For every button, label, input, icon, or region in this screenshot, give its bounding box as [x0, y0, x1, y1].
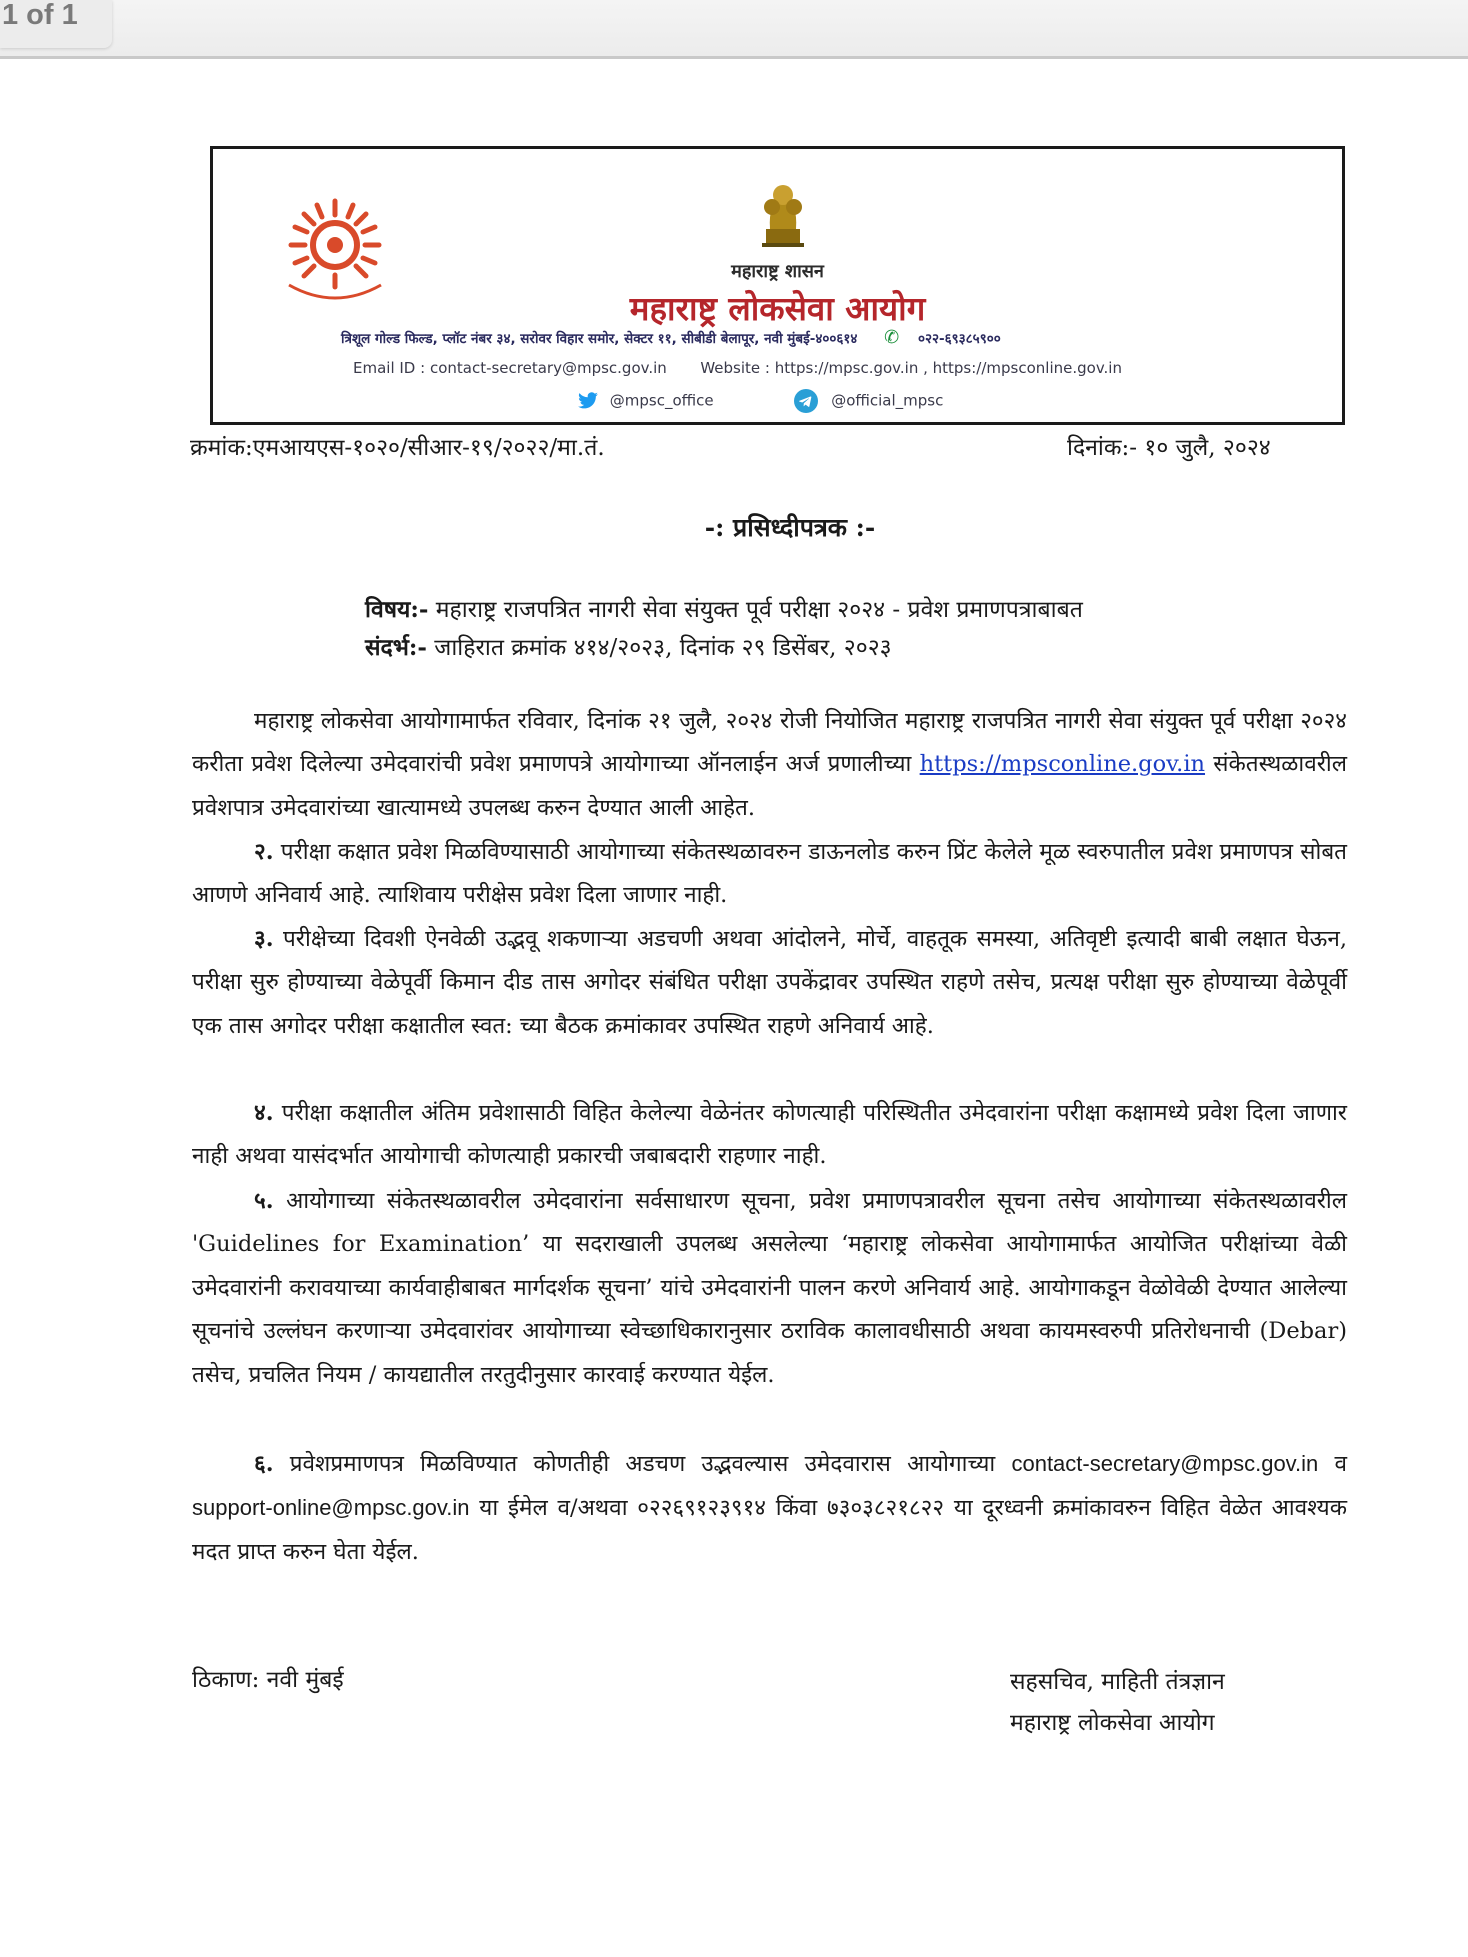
reference-date: दिनांक:- १० जुलै, २०२४: [1067, 435, 1271, 461]
ashoka-emblem-icon: [748, 173, 818, 261]
paragraph-4: [192, 1092, 1347, 1179]
social-line: [577, 389, 1177, 413]
paragraph-2-number: २.: [254, 839, 274, 865]
paragraph-6-number: ६.: [254, 1451, 274, 1477]
subject-text: महाराष्ट्र राजपत्रित नागरी सेवा संयुक्त पूर्व परीक्षा २०२४ - प्रवेश प्रमाणपत्राबाबत: [428, 597, 1083, 623]
office-phone: ०२२-६९३८५९००: [917, 331, 1001, 347]
paragraph-1-text: महाराष्ट्र लोकसेवा आयोगामार्फत रविवार, दिनांक २१ जुलै, २०२४ रोजी नियोजित महाराष्ट्र राजपत्रित नागरी सेवा संयुक्त पूर्व परीक्षा २०२४ करीता प्रवेश दिलेल्या उमेदवारांची प्रवेश प्रमाणपत्रे आयोगाच्या ऑनलाईन अर्ज प्रणालीच्या: [192, 708, 1347, 778]
paragraph-2: [192, 831, 1347, 918]
website-label[interactable]: Website : https://mpsc.gov.in , https://mpsconline.gov.in: [700, 359, 1122, 377]
contact-line: [353, 359, 1253, 377]
paragraph-4-number: ४.: [254, 1100, 274, 1126]
paragraph-5: [192, 1180, 1347, 1397]
twitter-icon: [577, 392, 599, 410]
email-label[interactable]: Email ID : contact-secretary@mpsc.gov.in: [353, 359, 667, 377]
reference-label: संदर्भ:-: [365, 634, 427, 661]
telegram-handle[interactable]: @official_mpsc: [831, 391, 944, 410]
signatory-org: महाराष्ट्र लोकसेवा आयोग: [1010, 1710, 1215, 1736]
signature-block: [1010, 1662, 1225, 1744]
paragraph-6-conjunction: व: [1318, 1451, 1347, 1477]
paragraph-1: [192, 700, 1347, 830]
viewer-toolbar: [0, 0, 1468, 59]
office-address: त्रिशूल गोल्ड फिल्ड, प्लॉट नंबर ३४, सरोवर विहार समोर, सेक्टर ११, सीबीडी बेलापूर, नवी मुंबई-४००६१४: [341, 331, 858, 347]
paragraph-3-text: परीक्षेच्या दिवशी ऐनवेळी उद्भवू शकणाऱ्या अडचणी अथवा आंदोलने, मोर्चे, वाहतूक समस्या, अतिवृष्टी इत्यादी बाबी लक्षात घेऊन, परीक्षा सुरु होण्याच्या वेळेपूर्वी किमान दीड तास अगोदर संबंधित परीक्षा उपकेंद्रावर उपस्थित राहणे तसेच, प्रत्यक्ष परीक्षा सुरु होण्याच्या वेळेपूर्वी एक तास अगोदर परीक्षा कक्षातील स्वत: च्या बैठक क्रमांकावर उपस्थित राहणे अनिवार्य आहे.: [192, 926, 1347, 1039]
paragraph-6-text-end: या ईमेल व/अथवा ०२२६९१२३९१४ किंवा ७३०३८२१८२२ या दूरध्वनी क्रमांकावरुन विहित वेळेत आवश्यक मदत प्राप्त करुन घेता येईल.: [192, 1495, 1347, 1565]
paragraph-2-text: परीक्षा कक्षात प्रवेश मिळविण्यासाठी आयोगाच्या संकेतस्थळावरुन डाऊनलोड करुन प्रिंट केलेले मूळ स्वरुपातील प्रवेश प्रमाणपत्र सोबत आणणे अनिवार्य आहे. त्याशिवाय परीक्षेस प्रवेश दिला जाणार नाही.: [192, 839, 1347, 909]
twitter-handle[interactable]: @mpsc_office: [609, 391, 714, 410]
government-label: महाराष्ट्र शासन: [731, 261, 824, 282]
paragraph-5-number: ५.: [254, 1188, 274, 1214]
paragraph-6-text: प्रवेशप्रमाणपत्र मिळविण्यात कोणतीही अडचण उद्भवल्यास उमेदवारास आयोगाच्या: [273, 1451, 1012, 1477]
reference-number: क्रमांक:एमआयएस-१०२०/सीआर-१९/२०२२/मा.तं.: [190, 435, 605, 461]
subject-label: विषय:-: [365, 596, 429, 623]
letterhead: [210, 146, 1345, 425]
place: ठिकाण: नवी मुंबई: [192, 1667, 344, 1693]
paragraph-1-text-end: संकेतस्थळावरील प्रवेशपात्र उमेदवारांच्या खात्यामध्ये उपलब्ध करुन देण्यात आली आहेत.: [192, 751, 1347, 821]
address-line: [341, 327, 1321, 348]
support-email[interactable]: support-online@mpsc.gov.in: [192, 1495, 470, 1521]
page-counter: 1 of 1: [0, 0, 112, 48]
reference-line: [365, 630, 892, 662]
paragraph-6: [192, 1442, 1347, 1574]
paragraph-3-number: ३.: [254, 926, 274, 952]
contact-email[interactable]: contact-secretary@mpsc.gov.in: [1011, 1451, 1319, 1476]
paragraph-4-text: परीक्षा कक्षातील अंतिम प्रवेशासाठी विहित केलेल्या वेळेनंतर कोणत्याही परिस्थितीत उमेदवारांना परीक्षा कक्षामध्ये प्रवेश दिला जाणार नाही अथवा यासंदर्भात आयोगाची कोणत्याही प्रकारची जबाबदारी राहणार नाही.: [192, 1100, 1347, 1170]
paragraph-5-text: आयोगाच्या संकेतस्थळावरील उमेदवारांना सर्वसाधारण सूचना, प्रवेश प्रमाणपत्रावरील सूचना तसेच आयोगाच्या संकेतस्थळावरील 'Guidelines for Examination’ या सदराखाली उपलब्ध असलेल्या ‘महाराष्ट्र लोकसेवा आयोगामार्फत आयोजित परीक्षांच्या वेळी उमेदवारांनी करावयाच्या कार्यवाहीबाबत मार्गदर्शक सूचना’ यांचे उमेदवारांनी पालन करणे अनिवार्य आहे. आयोगाकडून वेळोवेळी देण्यात आलेल्या सूचनांचे उल्लंघन करणाऱ्या उमेदवारांवर आयोगाच्या स्वेच्छाधिकारानुसार ठराविक कालावधीसाठी अथवा कायमस्वरुपी प्रतिरोधनाची (Debar) तसेच, प्रचलित नियम / कायद्यातील तरतुदीनुसार कारवाई करण्यात येईल.: [192, 1188, 1347, 1388]
phone-icon: ✆: [884, 327, 900, 348]
reference-text: जाहिरात क्रमांक ४१४/२०२३, दिनांक २९ डिसेंबर, २०२३: [426, 635, 892, 661]
document-title: -: प्रसिध्दीपत्रक :-: [704, 513, 876, 542]
paragraph-3: [192, 918, 1347, 1048]
subject-line: [365, 592, 1083, 624]
mpsconline-link[interactable]: https://mpsconline.gov.in: [919, 751, 1206, 778]
telegram-icon: [794, 389, 818, 413]
signatory-title: सहसचिव, माहिती तंत्रज्ञान: [1010, 1669, 1225, 1695]
commission-name: महाराष्ट्र लोकसेवा आयोग: [629, 289, 926, 328]
